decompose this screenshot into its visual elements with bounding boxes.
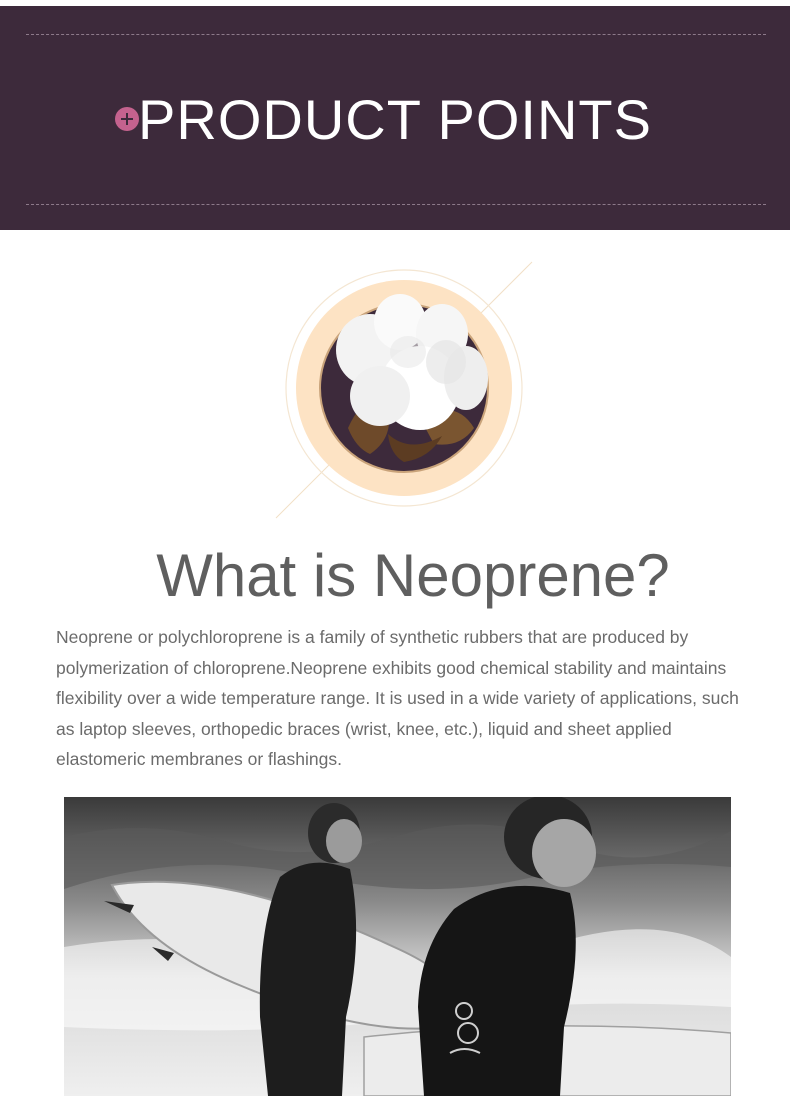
banner-bottom-divider [26,204,766,205]
cotton-illustration [270,258,540,522]
banner-title: PRODUCT POINTS [138,88,652,151]
banner-top-divider [26,34,766,35]
cotton-boll-icon [270,258,540,522]
section-heading: What is Neoprene? [156,542,670,609]
product-points-banner [0,6,790,230]
section-description: Neoprene or polychloroprene is a family of synthetic rubbers that are produced by polymerization of chloroprene.Neoprene exhibits good chemical stability and maintains flexibility over a wide temperature range. It is used in a wide variety of applications, such as laptop sleeves, orthopedic braces (wrist, knee, etc.), liquid and sheet applied elastomeric membranes or flashings. [56,627,739,769]
surfers-photo [64,797,731,1096]
